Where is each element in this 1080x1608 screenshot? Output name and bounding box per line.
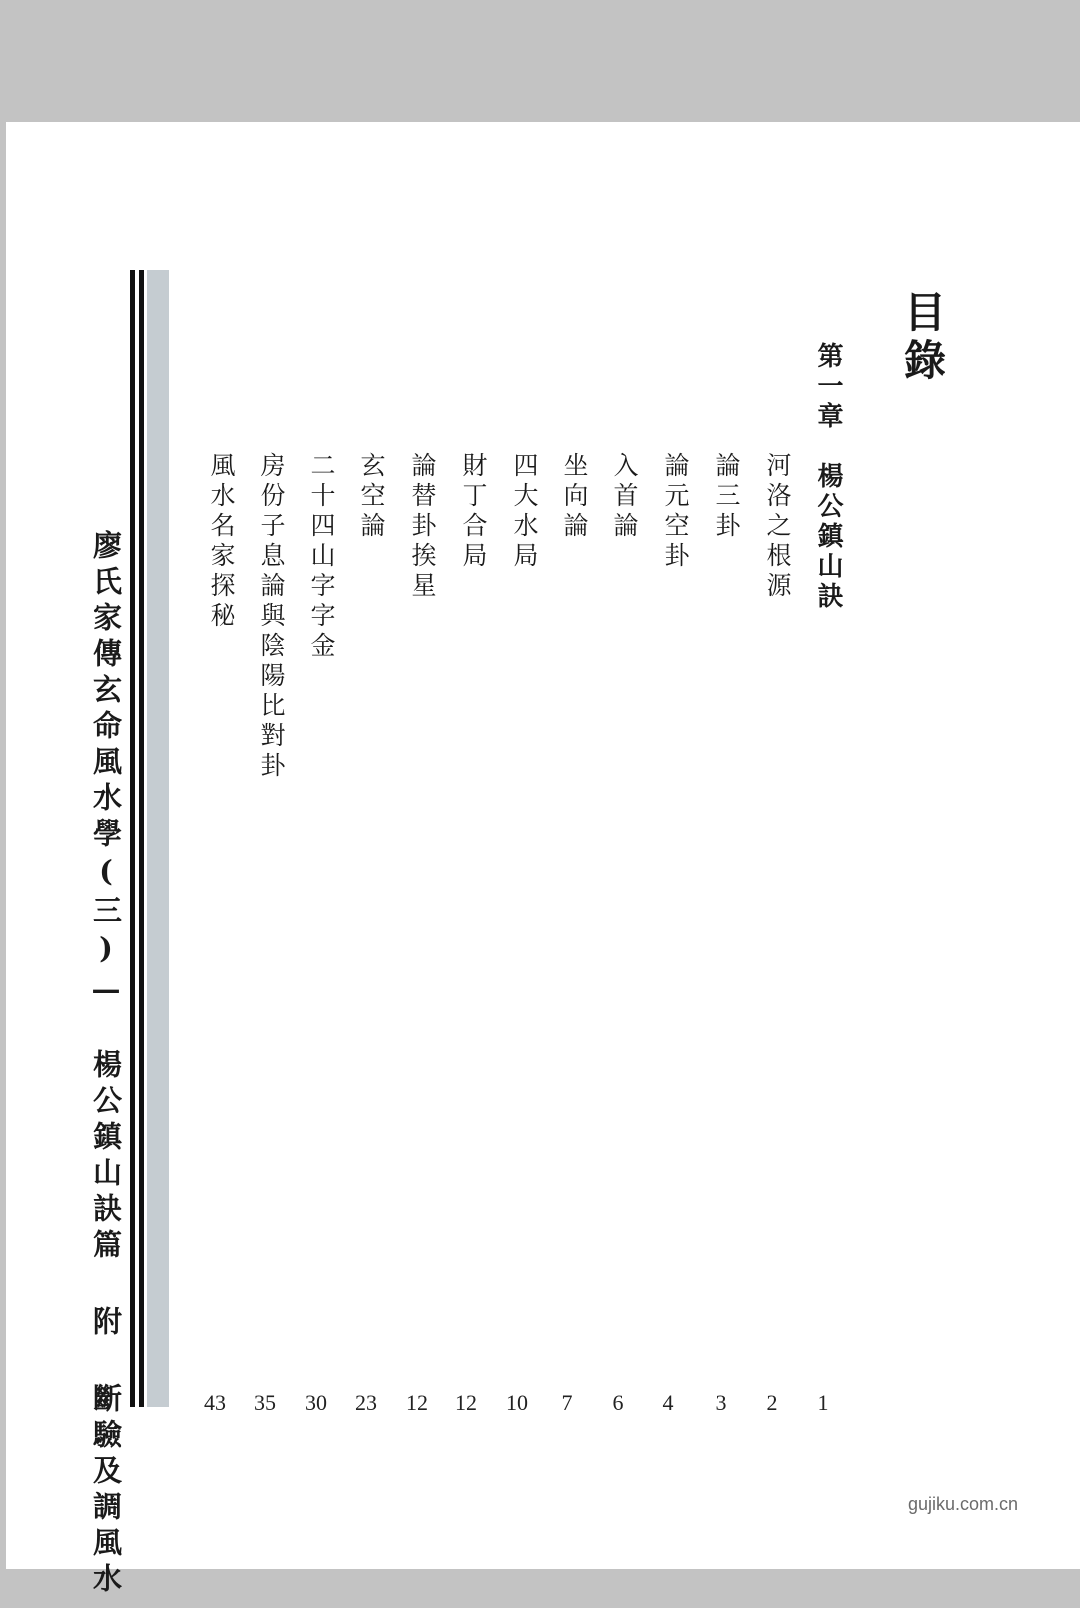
toc-entry-title: 玄空論 [357,452,386,542]
toc-page-number: 12 [455,1390,477,1415]
toc-page-number: 6 [612,1390,624,1415]
spine-rule [139,270,144,1407]
toc-page-number: 23 [355,1390,377,1415]
toc-page-number: 7 [561,1390,573,1415]
toc-page-number: 2 [766,1390,778,1415]
toc-entry-title: 房份子息論與陰陽比對卦 [257,452,286,782]
toc-page-number: 12 [406,1390,428,1415]
toc-title: 目錄 [898,290,947,386]
toc-entry-title: 論替卦挨星 [408,452,437,602]
chapter-heading: 第一章 楊公鎮山訣 [813,342,843,612]
toc-page-number: 1 [817,1390,829,1415]
toc-page-number: 10 [506,1390,528,1415]
toc-page-number: 35 [254,1390,276,1415]
toc-entry-title: 財丁合局 [459,452,488,572]
toc-page-number: 3 [715,1390,727,1415]
toc-entry-title: 二十四山字字金 [307,452,336,662]
toc-entry-title: 論三卦 [712,452,741,542]
watermark: gujiku.com.cn [908,1494,1019,1514]
toc-entry-title: 四大水局 [510,452,539,572]
toc-entry-title: 坐向論 [560,452,589,542]
toc-entry-title: 風水名家探秘 [207,452,236,632]
book-page [6,122,1080,1599]
spine-rule [130,270,135,1407]
toc-entry-title: 論元空卦 [661,452,690,572]
running-title: 廖氏家傳玄命風水學(三)— 楊公鎮山訣篇 附 斷驗及調風水 [89,530,123,1599]
toc-page-number: 4 [662,1390,674,1415]
toc-entry-title: 河洛之根源 [763,452,792,602]
toc-page-number: 43 [204,1390,226,1415]
spine-band [147,270,169,1407]
toc-page-number: 30 [305,1390,327,1415]
toc-entry-title: 入首論 [610,452,639,542]
